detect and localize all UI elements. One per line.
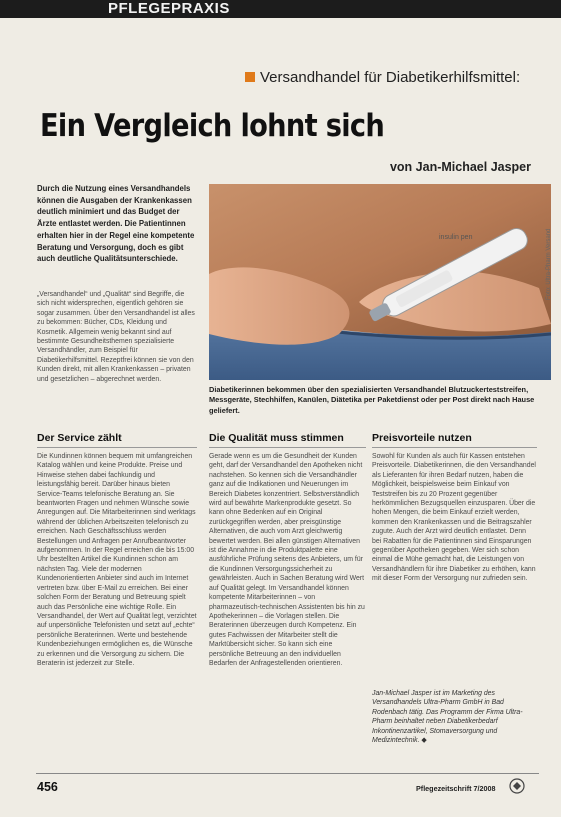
article-byline: von Jan-Michael Jasper: [389, 160, 531, 174]
kicker-text: Versandhandel für Diabetikerhilfsmittel:: [260, 69, 521, 86]
column-3-text: [372, 452, 537, 584]
journal-logo-icon: [509, 778, 525, 794]
injection-photo-illustration: [209, 184, 551, 380]
end-mark-icon: ◆: [421, 737, 427, 745]
article-headline: Ein Vergleich lohnt sich: [40, 108, 385, 144]
author-bio-text: Jan-Michael Jasper ist im Marketing des Versandhandels Ultra-Pharm GmbH in Bad Rodenbach tätig. Das Programm der Firma Ultra-Pharm beinhaltet neben Diabetikerbedarf Inkontinenzartikel, Stomaversorgung und Medizintechnik.: [372, 690, 523, 745]
page-number: 456: [37, 780, 58, 794]
column-1-text: [37, 290, 197, 384]
article-photo: [209, 184, 551, 380]
column-2-text: [209, 452, 366, 668]
orange-square-icon: [245, 72, 255, 82]
article-intro: Durch die Nutzung eines Versandhandels können die Ausgaben der Krankenkassen deutlich minimiert und das Budget der Ärzte entlastet werden. Die Patientinnen erhalten hier in der Regel eine kompetente Beratung und Versorgung, doch es gibt auch deutliche Qualitätsunterschiede.: [37, 184, 195, 264]
column-1-text-2: [37, 452, 197, 668]
author-bio: [372, 689, 537, 745]
journal-title: Pflegezeitschrift 7/2008: [416, 784, 496, 793]
footer-rule: [36, 773, 539, 774]
paragraph: „Versandhandel“ und „Qualität“ sind Begriffe, die sich nicht widersprechen, eigentlich gehören sie sogar zusammen. Über den Versandhandel ist alles zu bekommen: Bücher, CDs, Kleidung und Kosmetik. Allgemein wenig bekannt sind auf bestimmte Gesundheitsthemen spezialisierte Versandhändler, zum Beispiel für Diabetikerhilfsmittel. Rezeptfrei können sie von den Kunden direkt, mit allen Krankenkassen – privaten und gesetzlichen – abgerechnet werden.: [37, 291, 195, 383]
subheading-service: Der Service zählt: [37, 432, 197, 448]
subheading-quality: Die Qualität muss stimmen: [209, 432, 366, 448]
paragraph: Gerade wenn es um die Gesundheit der Kunden geht, darf der Versandhandel den Apotheken nicht nachstehen. So kennen sich die Versandhändler ganz auf die Indikationen und Neuerungen im Bereich Diabetes konzentriert. Selbstverständlich wird auf bewährte Markenprodukte gesetzt. So kann ohne Bedenken auf ein Original zurückgegriffen werden, aber preisgünstige Alternativen, die auch vom Arzt gleichwertig bewertet werden. Bei allen günstigen Alternativen ist die Annahme in die Produktpalette eine ausführliche Prüfung seitens des Anbieters, um für die Kundinnen Versorgungssicherheit zu gewährleisten. Auch in Sachen Beratung wird Wert auf Qualität gelegt. Im Versandhandel können kompetente Mitarbeiterinnen – von pharmazeutisch-technischen Assistenten bis hin zu Apothekerinnen – die Vorlagen stellen. Die Beraterinnen überzeugen durch Kompetenz. Ein gutes Fachwissen der Mitarbeiter stellt die Marktübersicht sicher. So kann sich eine persönliche Betreuung an den individuellen Bedarfen der Anfragestellenden orientieren.: [209, 453, 365, 667]
subheading-price: Preisvorteile nutzen: [372, 432, 537, 448]
article-kicker: [245, 69, 520, 86]
photo-caption: Diabetikerinnen bekommen über den spezialisierten Versandhandel Blutzuckerteststreifen, Messgeräte, Stechhilfen, Kanülen, Diätetika per Paketdienst oder per Post direkt nach Hause geliefert.: [209, 385, 535, 415]
photo-credit: Foto: Ultra-Pharm Versand: [546, 228, 552, 300]
paragraph: Die Kundinnen können bequem mit umfangreichen Katalog wählen und keine Produkte. Preise und Hinweise stehen dabei fachkundig und leistungsfähig bereit. Darüber hinaus bieten Service-Teams telefonische Beratung an. Sie beantworten Fragen und nehmen Wünsche sowie Anregungen auf. Die Mitarbeiterinnen sind werktags während der üblichen Arbeitszeiten telefonisch zu erreichen. Nach Geschäftsschluss werden Bestellungen und Anfragen per Anrufbeantworter aufgenommen. In der Regel erreichen die bis 15:00 Uhr bestellten Artikel die Kundinnen schon am nächsten Tag. Viele der modernen Kundenorientierten Anbieter sind auch im Internet vertreten bzw. über E-Mail zu erreichen. Bei einer solchen Form der Beratung und Betreuung spielt auch das Persönliche eine wichtige Rolle. Ein Versandhandel, der Wert auf Qualität legt, verzichtet auf unpersönliche Telefonisten und setzt auf „echte“ persönliche Beraterinnen. Werte und bestehende Kundenbeziehungen ermöglichen es, die Wünsche zu erkennen und die Versorgung zu sichern. Die Beraterin ist jederzeit zur Stelle.: [37, 453, 197, 667]
pen-label: insulin pen: [439, 234, 473, 241]
header-band: [0, 0, 561, 18]
section-rubric: PFLEGEPRAXIS: [108, 0, 230, 17]
paragraph: Sowohl für Kunden als auch für Kassen entstehen Preisvorteile. Diabetikerinnen, die den Versandhandel als Lieferanten für ihren Bedarf nutzen, haben die Möglichkeit, beispielsweise beim Einkauf von Teststreifen bis zu 20 Prozent gegenüber herkömmlichen Bezugsquellen einzusparen. Über die hohen Mengen, die beim Einkauf erzielt werden, kommen den Krankenkassen und die Beitragszahler zugute. Auch der Arzt wird deutlich entlastet. Denn bei Rabatten für die Patientinnen sind Einsparungen gegenüber Apotheken gegeben. Wer sich schon einmal die Mühe gemacht hat, die Leistungen von Versandhändlern für ihre Diabetiker zu erhöhen, kann mit dieser Form der Versorgung nur zufrieden sein.: [372, 453, 536, 583]
